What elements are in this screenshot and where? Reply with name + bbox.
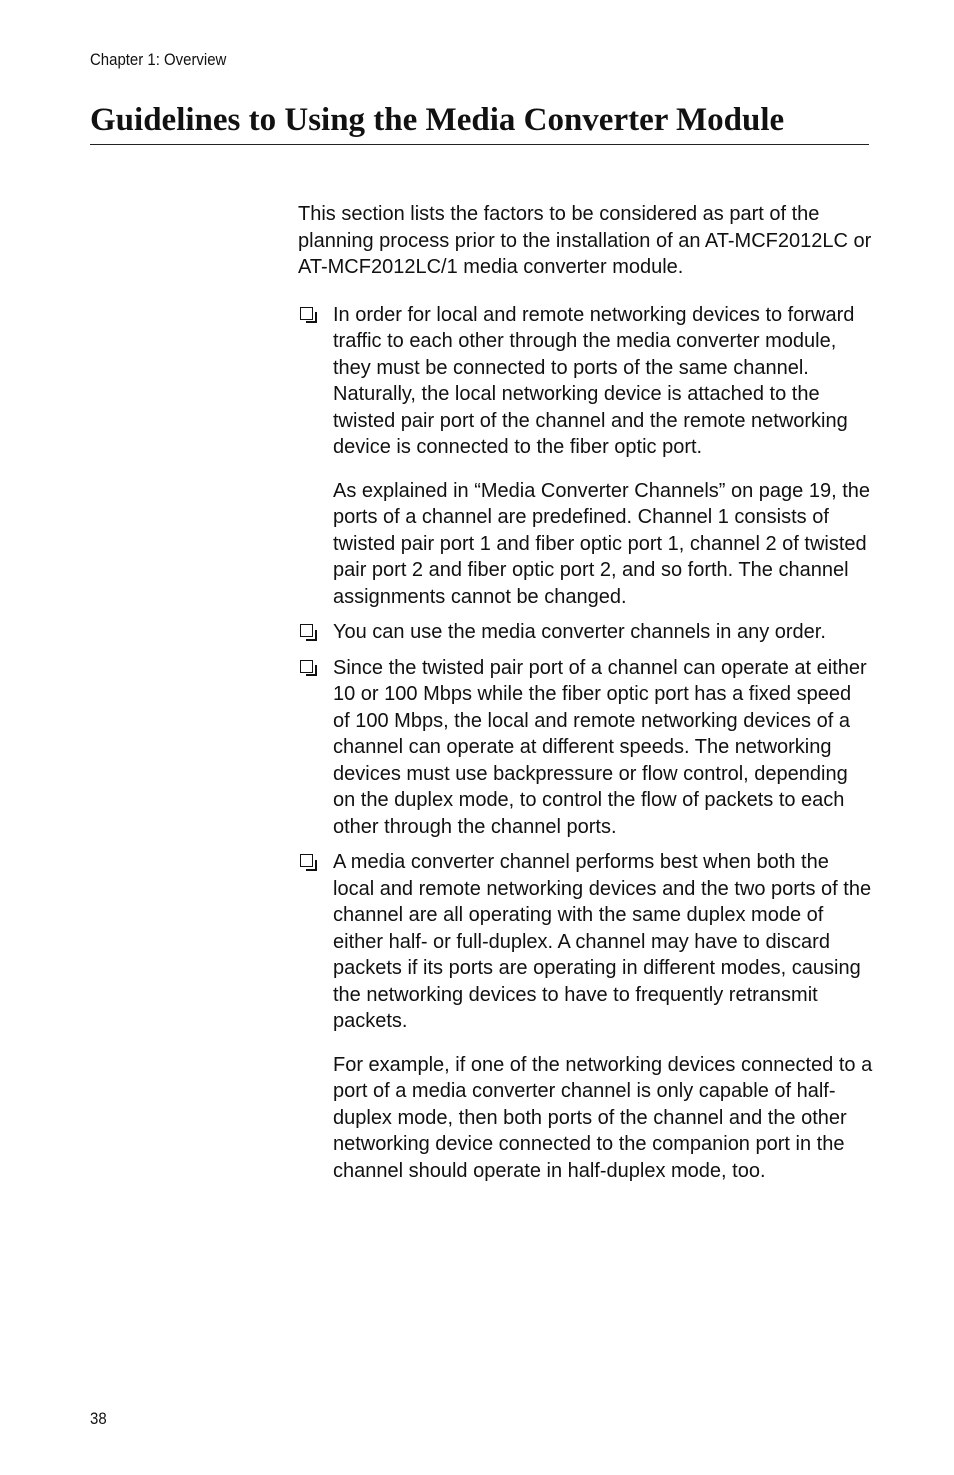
intro-paragraph: This section lists the factors to be considered as part of the planning process prior to the installation of an AT-MCF2012LC or AT-MCF2012LC/1 media converter module.	[298, 203, 872, 278]
list-item	[298, 655, 873, 841]
list-item	[298, 619, 873, 646]
checkbox-bullet-icon	[300, 660, 313, 673]
running-head: Chapter 1: Overview	[90, 50, 227, 69]
bullet-paragraph: In order for local and remote networking devices to forward traffic to each other through the media converter module, they must be connected to ports of the same channel. Naturally, the local networking device is attached to the twisted pair port of the channel and the remote networking device is connected to the fiber optic port.	[333, 303, 855, 458]
checkbox-bullet-icon	[300, 854, 313, 867]
guideline-list	[298, 302, 873, 1185]
list-item	[298, 849, 873, 1184]
page-number: 38	[90, 1409, 107, 1428]
checkbox-bullet-icon	[300, 624, 313, 637]
bullet-paragraph: Since the twisted pair port of a channel can operate at either 10 or 100 Mbps while the fiber optic port has a fixed speed of 100 Mbps, the local and remote networking devices of a channel can operate at different speeds. The networking devices must use backpressure or flow control, depending on the duplex mode, to control the flow of packets to each other through the channel ports.	[333, 656, 867, 838]
section-title: Guidelines to Using the Media Converter Module	[90, 98, 869, 145]
bullet-paragraph: For example, if one of the networking devices connected to a port of a media converter channel is only capable of half-duplex mode, then both ports of the channel and the other networking device connected to the companion port in the channel should operate in half-duplex mode, too.	[333, 1053, 873, 1182]
body-text	[298, 201, 873, 1193]
bullet-paragraph: A media converter channel performs best when both the local and remote networking devices and the two ports of the channel are all operating with the same duplex mode of either half- or full-duplex. A channel may have to discard packets if its ports are operating in different modes, causing the networking devices to have to frequently retransmit packets.	[333, 851, 872, 1032]
checkbox-bullet-icon	[300, 307, 313, 320]
bullet-paragraph: As explained in “Media Converter Channels” on page 19, the ports of a channel are predefined. Channel 1 consists of twisted pair port 1 and fiber optic port 1, channel 2 of twisted pair port 2 and fiber optic port 2, and so forth. The channel assignments cannot be changed.	[333, 479, 870, 608]
bullet-paragraph: You can use the media converter channels in any order.	[333, 621, 826, 643]
list-item	[298, 302, 873, 611]
